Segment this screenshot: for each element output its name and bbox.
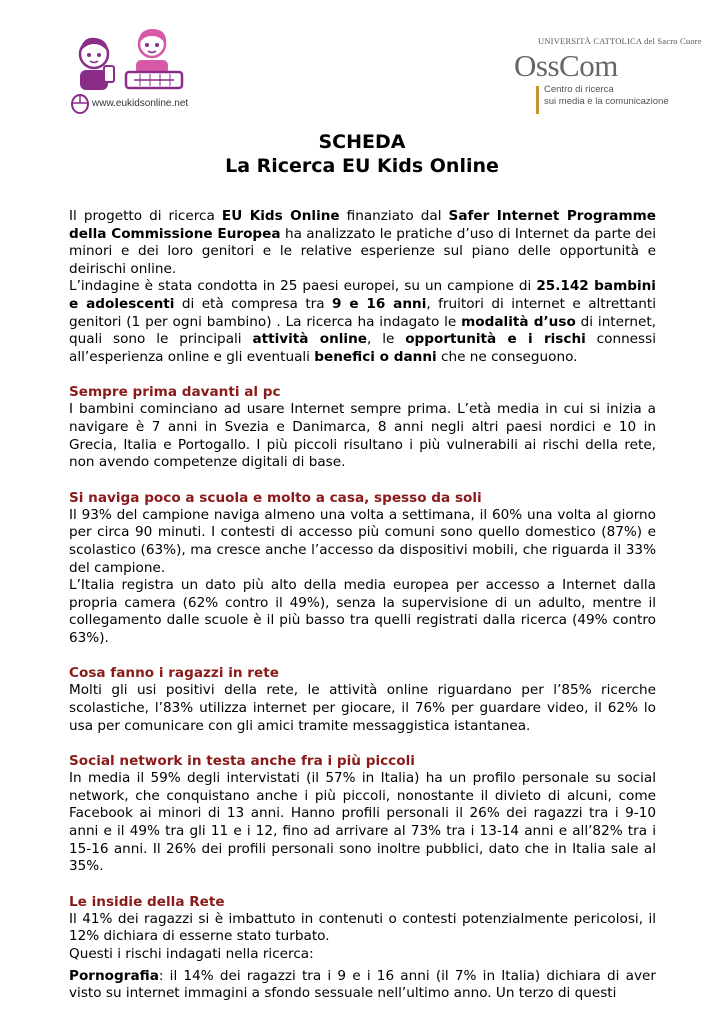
mouse-icon bbox=[68, 92, 92, 114]
osscom-subtitle-line-1: Centro di ricerca bbox=[544, 84, 614, 95]
title-line-2: La Ricerca EU Kids Online bbox=[225, 155, 499, 177]
text-run: di internet, quali sono le principali bbox=[69, 313, 656, 348]
section-heading: Sempre prima davanti al pc bbox=[69, 384, 281, 401]
bold-text: modalità d’uso bbox=[461, 313, 576, 330]
title-line-1: SCHEDA bbox=[318, 131, 406, 153]
osscom-title: OssCom bbox=[514, 48, 618, 83]
text-run: di età compresa tra bbox=[174, 295, 333, 312]
text-run: L’indagine è stata condotta in 25 paesi europei, su un campione di bbox=[69, 278, 537, 295]
osscom-accent-bar bbox=[536, 86, 539, 114]
eukidsonline-logo bbox=[66, 24, 196, 116]
section-heading: Si naviga poco a scuola e molto a casa, spesso da soli bbox=[69, 489, 482, 506]
eukids-url: www.eukidsonline.net bbox=[92, 98, 189, 109]
kids-illustration-icon bbox=[66, 24, 196, 96]
section-paragraph: In media il 59% degli intervistati (il 57% in Italia) ha un profilo personale su social network, che conquistano anche i più piccoli, nonostante il divieto di alcuni, come Facebook ai minori di 13 anni. Hanno profili personali il 26% dei ragazzi tra i 9-10 anni e il 49% tra gli 11 e i 12, fino ad arrivare al 73% tra i 13-14 anni e all’82% tra i 15-16 anni. Il 26% dei profili personali sono inoltre pubblici, dato che in Italia sale al 35%. bbox=[69, 770, 656, 875]
document-body bbox=[69, 208, 656, 1003]
section-paragraph: L’Italia registra un dato più alto della media europea per accesso a Internet dalla propria camera (62% contro il 49%), senza la supervisione di un adulto, mentre il collegamento dalle scuole è il più basso tra quelli registrati dalla ricerca (49% contro 63%). bbox=[69, 577, 656, 646]
pornografia-paragraph bbox=[69, 968, 656, 1003]
section-heading: Cosa fanno i ragazzi in rete bbox=[69, 665, 279, 682]
osscom-subtitle bbox=[544, 84, 669, 108]
bold-text: 25.142 bambini e adolescenti bbox=[69, 278, 656, 312]
pornografia-label: Pornografia bbox=[69, 967, 159, 984]
osscom-logo bbox=[508, 30, 702, 116]
text-run: , fruitori di internet e altrettanti genitori (1 per ogni bambino) . La ricerca ha indagato le bbox=[69, 295, 656, 330]
university-name: UNIVERSITÀ CATTOLICA del Sacro Cuore bbox=[538, 36, 702, 46]
text-run: connessi all’esperienza online e gli eventuali bbox=[69, 331, 656, 365]
intro-paragraph-1 bbox=[69, 208, 656, 278]
bold-text: Safer Internet Programme della Commissione Europea bbox=[69, 208, 656, 242]
text-run: , le bbox=[367, 331, 406, 348]
section-paragraph: I bambini cominciano ad usare Internet sempre prima. L’età media in cui si inizia a navigare è 7 anni in Svezia e Danimarca, 8 anni negli altri paesi nordici e 10 in Grecia, Italia e Portogallo. I più piccoli risultano i più vulnerabili ai rischi della rete, non avendo competenze digitali di base. bbox=[69, 401, 656, 471]
bold-text: opportunità e i rischi bbox=[405, 331, 586, 348]
text-run: che ne conseguono. bbox=[436, 348, 578, 365]
bold-text: EU Kids Online bbox=[221, 208, 340, 224]
section-paragraph: Questi i rischi indagati nella ricerca: bbox=[69, 946, 314, 962]
document-title bbox=[0, 130, 724, 178]
osscom-subtitle-line-2: sui media e la comunicazione bbox=[544, 96, 669, 107]
bold-text: attività online bbox=[252, 331, 367, 348]
text-run: finanziato dal bbox=[339, 208, 449, 224]
section-paragraph: Il 41% dei ragazzi si è imbattuto in contenuti o contesti potenzialmente pericolosi, il 12% dichiara di esserne stato turbato. bbox=[69, 910, 656, 945]
bold-text: 9 e 16 anni bbox=[332, 295, 427, 312]
section-heading: Social network in testa anche fra i più piccoli bbox=[69, 753, 415, 770]
text-run: ha analizzato le pratiche d’uso di Internet da parte dei minori e dei loro genitori e le relative esperienze sul piano delle opportunità e deirischi online. bbox=[69, 225, 656, 277]
bold-text: benefici o danni bbox=[314, 348, 437, 365]
pornografia-text: : il 14% dei ragazzi tra i 9 e i 16 anni (il 7% in Italia) dichiara di aver visto su internet immagini a sfondo sessuale nell’ultimo anno. Un terzo di questi bbox=[69, 967, 656, 1002]
section-paragraph: Il 93% del campione naviga almeno una volta a settimana, il 60% una volta al giorno per circa 90 minuti. I contesti di accesso più comuni sono quello domestico (87%) e scolastico (63%), ma cresce anche l’accesso da dispositivi mobili, che riguarda il 33% del campione. bbox=[69, 506, 656, 576]
section-heading: Le insidie della Rete bbox=[69, 893, 225, 910]
intro-paragraph-2 bbox=[69, 278, 656, 366]
section-paragraph: Molti gli usi positivi della rete, le attività online riguardano per l’85% ricerche scolastiche, l’83% utilizza internet per giocare, il 76% per guardare video, il 62% lo usa per comunicare con gli amici tramite messaggistica istantanea. bbox=[69, 682, 656, 734]
text-run: Il progetto di ricerca bbox=[69, 208, 222, 224]
